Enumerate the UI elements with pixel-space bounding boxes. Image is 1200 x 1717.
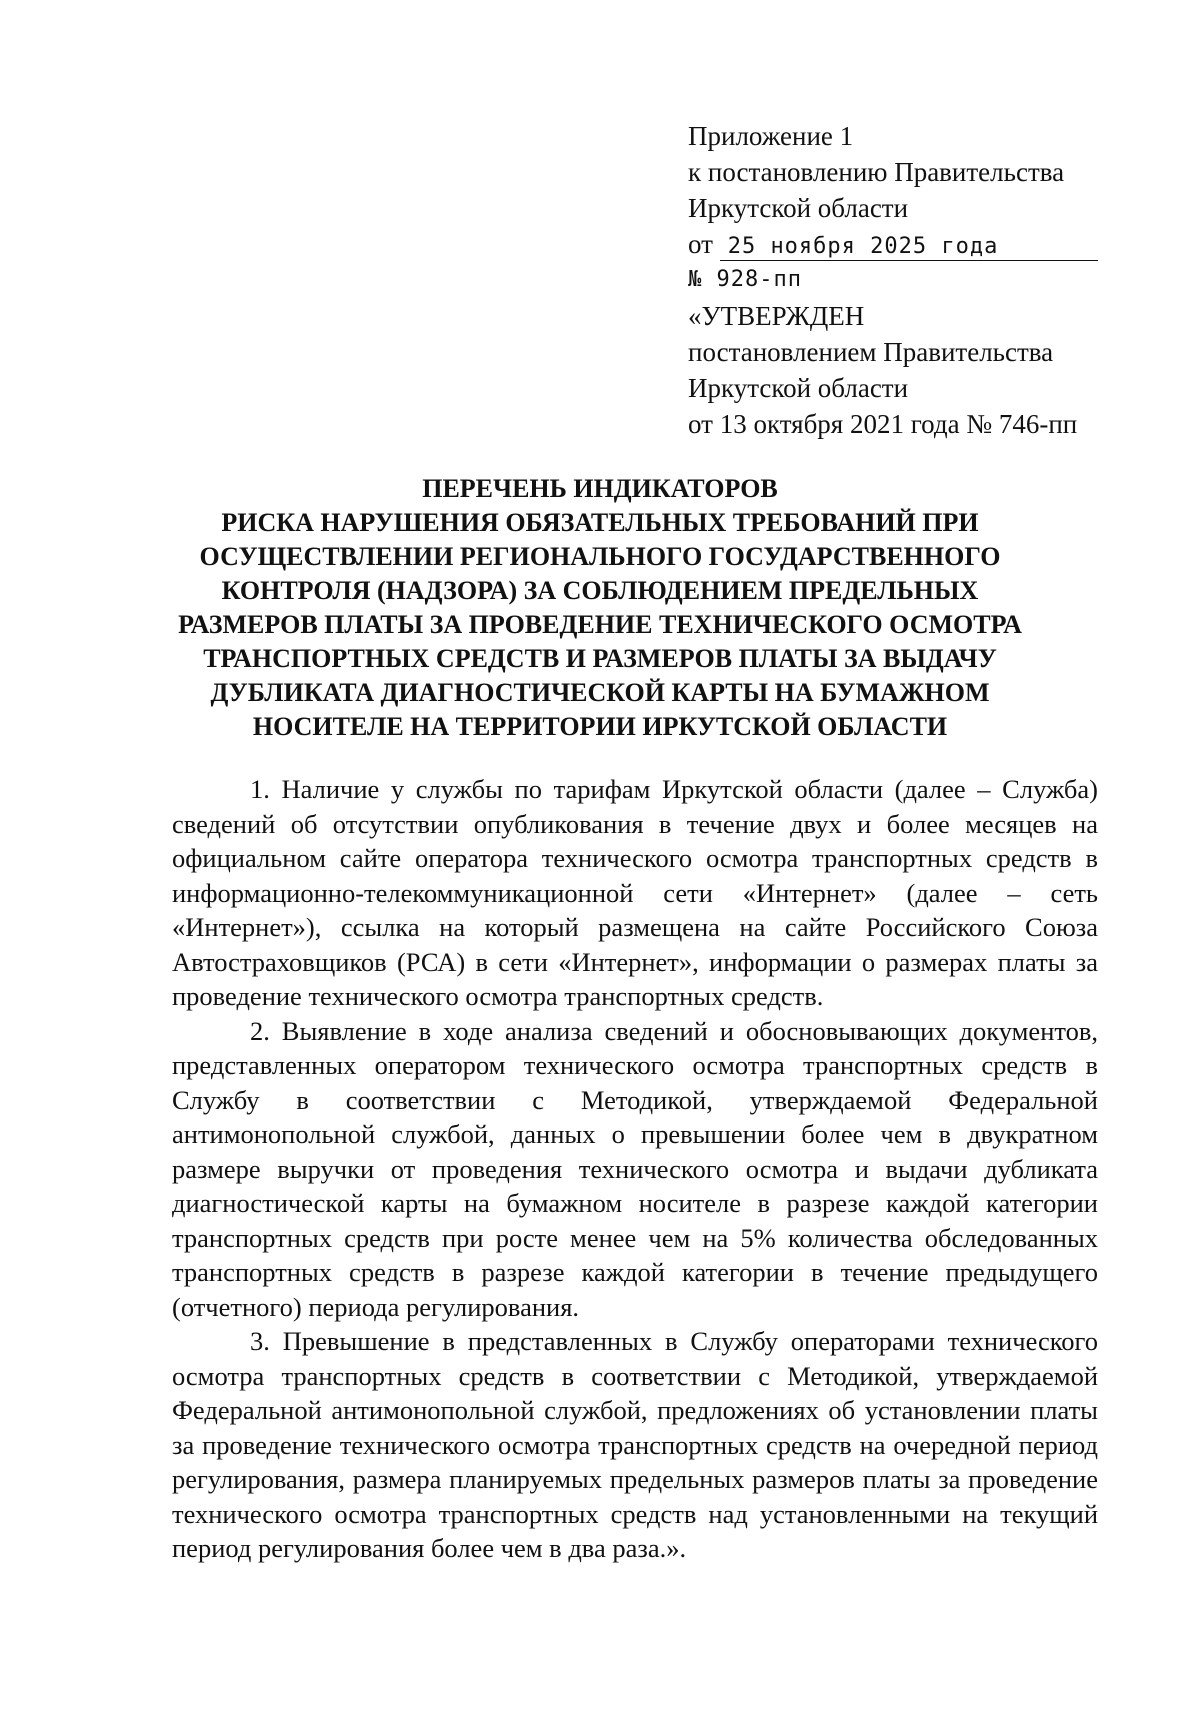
approved-label: «УТВЕРЖДЕН: [688, 301, 865, 331]
title-line: РАЗМЕРОВ ПЛАТЫ ЗА ПРОВЕДЕНИЕ ТЕХНИЧЕСКОГО ОСМОТРА: [178, 610, 1022, 639]
approved-region: Иркутской области: [688, 373, 909, 403]
document-body: [172, 772, 1098, 1566]
approved-by-row: [688, 334, 1103, 370]
approved-by-word1: постановлением: [688, 337, 877, 367]
approved-by-word2: Правительства: [883, 337, 1054, 367]
title-line: РИСКА НАРУШЕНИЯ ОБЯЗАТЕЛЬНЫХ ТРЕБОВАНИЙ ПРИ: [221, 508, 979, 537]
appendix-date-value: 25 ноября 2025 года: [720, 234, 1098, 261]
appendix-number-row: [688, 262, 1108, 298]
title-line: КОНТРОЛЯ (НАДЗОРА) ЗА СОБЛЮДЕНИЕМ ПРЕДЕЛЬНЫХ: [221, 576, 979, 605]
paragraph-2: 2. Выявление в ходе анализа сведений и обосновывающих документов, представленных оператором технического осмотра транспортных средств в Службу в соответствии с Методикой, утверждаемой Федеральной антимонопольной службой, данных о превышении более чем в двукратном размере выручки от проведения технического осмотра и выдачи дубликата диагностической карты на бумажном носителе в разрезе каждой категории транспортных средств при росте менее чем на 5% количества обследованных транспортных средств в разрезе каждой категории в течение предыдущего (отчетного) периода регулирования.: [172, 1015, 1098, 1322]
approved-date: от 13 октября 2021 года № 746-пп: [688, 409, 1078, 439]
title-line: ТРАНСПОРТНЫХ СРЕДСТВ И РАЗМЕРОВ ПЛАТЫ ЗА ВЫДАЧУ: [203, 644, 997, 673]
appendix-number-prefix: №: [688, 267, 703, 292]
appendix-reference: к постановлению Правительства: [688, 157, 1065, 187]
title-line: НОСИТЕЛЕ НА ТЕРРИТОРИИ ИРКУТСКОЙ ОБЛАСТИ: [252, 712, 948, 741]
appendix-date-row: [688, 226, 1108, 262]
title-line: ПЕРЕЧЕНЬ ИНДИКАТОРОВ: [422, 474, 778, 503]
title-line: ОСУЩЕСТВЛЕНИИ РЕГИОНАЛЬНОГО ГОСУДАРСТВЕННОГО: [199, 542, 1001, 571]
appendix-header: [688, 118, 1108, 442]
paragraph-3: 3. Превышение в представленных в Службу операторами технического осмотра транспортных средств в соответствии с Методикой, утверждаемой Федеральной антимонопольной службой, предложениях об установлении платы за проведение технического осмотра транспортных средств на очередной период регулирования, размера планируемых предельных размеров платы за проведение технического осмотра транспортных средств над установленными на текущий период регулирования более чем в два раза.».: [172, 1326, 1098, 1563]
appendix-number: Приложение 1: [688, 121, 854, 151]
document-title: [150, 472, 1050, 744]
appendix-date-prefix: от: [688, 229, 713, 259]
appendix-number-value: 928-пп: [716, 267, 802, 292]
appendix-region: Иркутской области: [688, 193, 909, 223]
paragraph-1: 1. Наличие у службы по тарифам Иркутской области (далее – Служба) сведений об отсутствии опубликования в течение двух и более месяцев на официальном сайте оператора технического осмотра транспортных средств в информационно-телекоммуникационной сети «Интернет» (далее – сеть «Интернет»), ссылка на который размещена на сайте Российского Союза Автостраховщиков (РСА) в сети «Интернет», информации о размерах платы за проведение технического осмотра транспортных средств.: [172, 774, 1098, 1011]
title-line: ДУБЛИКАТА ДИАГНОСТИЧЕСКОЙ КАРТЫ НА БУМАЖНОМ: [210, 678, 990, 707]
